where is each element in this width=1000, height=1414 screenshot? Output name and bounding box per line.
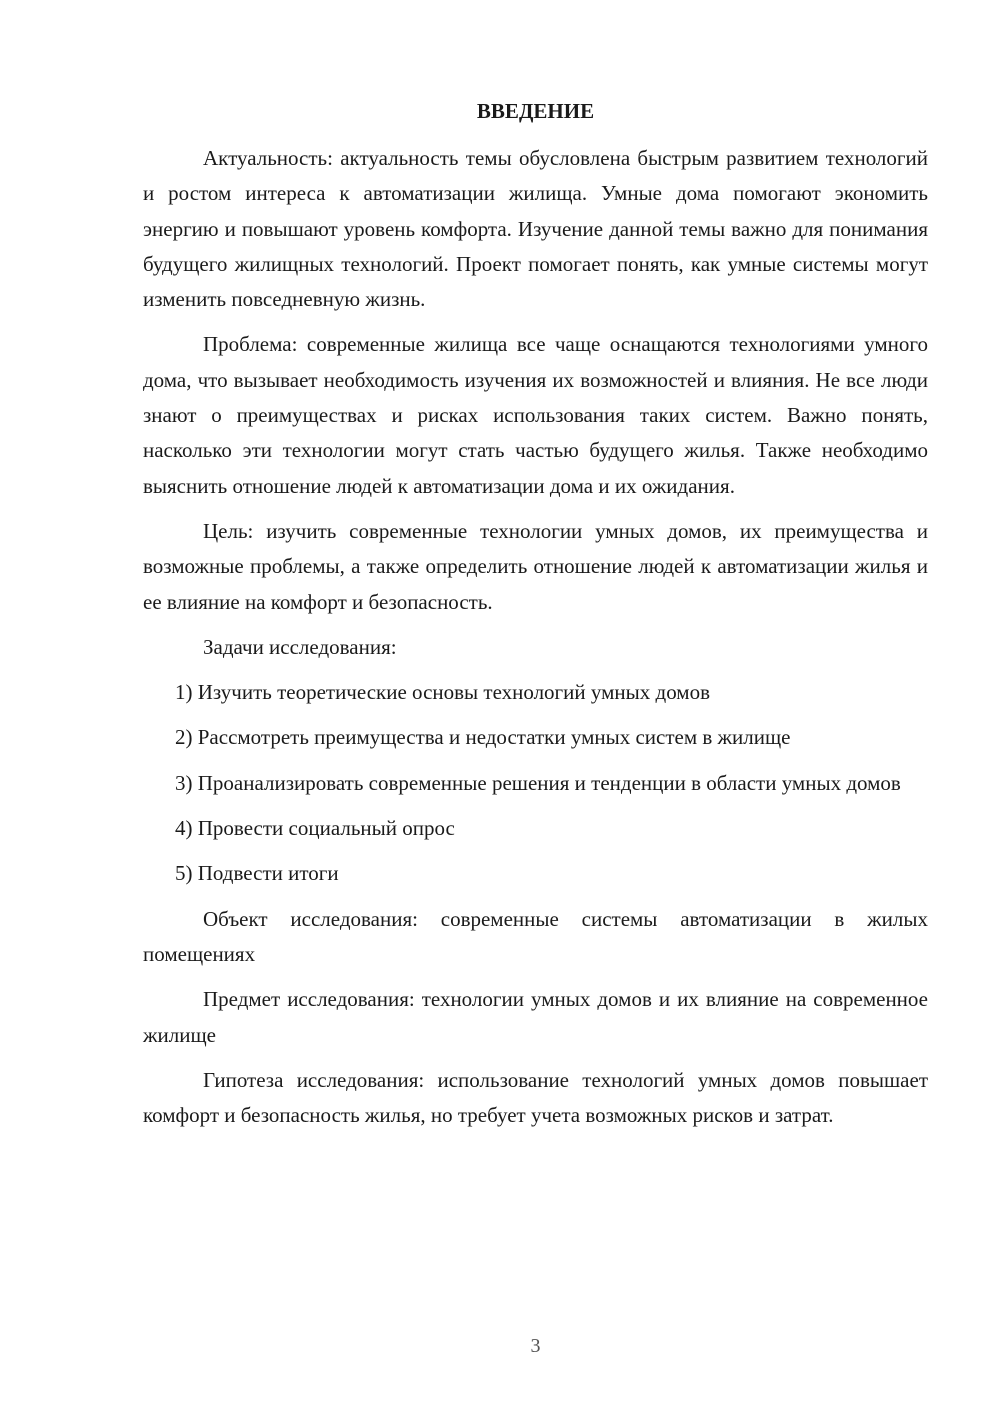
paragraph-subject: Предмет исследования: технологии умных домов и их влияние на современное жилище xyxy=(143,987,928,1047)
paragraph-goal: Цель: изучить современные технологии умных домов, их преимущества и возможные проблемы, а также определить отношение людей к автоматизации жилья и ее влияние на комфорт и безопасность. xyxy=(143,518,928,614)
page-number: 3 xyxy=(530,1335,541,1357)
paragraph-problem: Проблема: современные жилища все чаще оснащаются технологиями умного дома, что вызывает необходимость изучения их возможностей и влияния. Не все люди знают о преимуществах и рисках использования таких систем. Важно понять, насколько эти технологии могут стать частью будущего жилья. Также необходимо выяснить отношение людей к автоматизации дома и их ожидания. xyxy=(143,332,928,498)
list-item: 1) Изучить теоретические основы технологий умных домов xyxy=(175,680,710,705)
paragraph-relevance: Актуальность: актуальность темы обусловлена быстрым развитием технологий и ростом интереса к автоматизации жилища. Умные дома помогают экономить энергию и повышают уровень комфорта. Изучение данной темы важно для понимания будущего жилищных технологий. Проект помогает понять, как умные системы могут изменить повседневную жизнь. xyxy=(143,146,928,312)
paragraph-tasks-intro: Задачи исследования: xyxy=(203,634,397,659)
tasks-list xyxy=(143,675,928,891)
list-item: 4) Провести социальный опрос xyxy=(175,816,455,841)
section-heading: ВВЕДЕНИЕ xyxy=(476,99,595,123)
paragraph-object: Объект исследования: современные системы автоматизации в жилых помещениях xyxy=(143,906,928,966)
document-body xyxy=(143,141,928,1133)
list-item: 5) Подвести итоги xyxy=(175,861,339,886)
list-item: 3) Проанализировать современные решения и тенденции в области умных домов xyxy=(175,770,901,795)
document-page xyxy=(143,0,928,1414)
list-item: 2) Рассмотреть преимущества и недостатки умных систем в жилище xyxy=(175,725,791,750)
paragraph-hypothesis: Гипотеза исследования: использование технологий умных домов повышает комфорт и безопасность жилья, но требует учета возможных рисков и затрат. xyxy=(143,1067,928,1128)
